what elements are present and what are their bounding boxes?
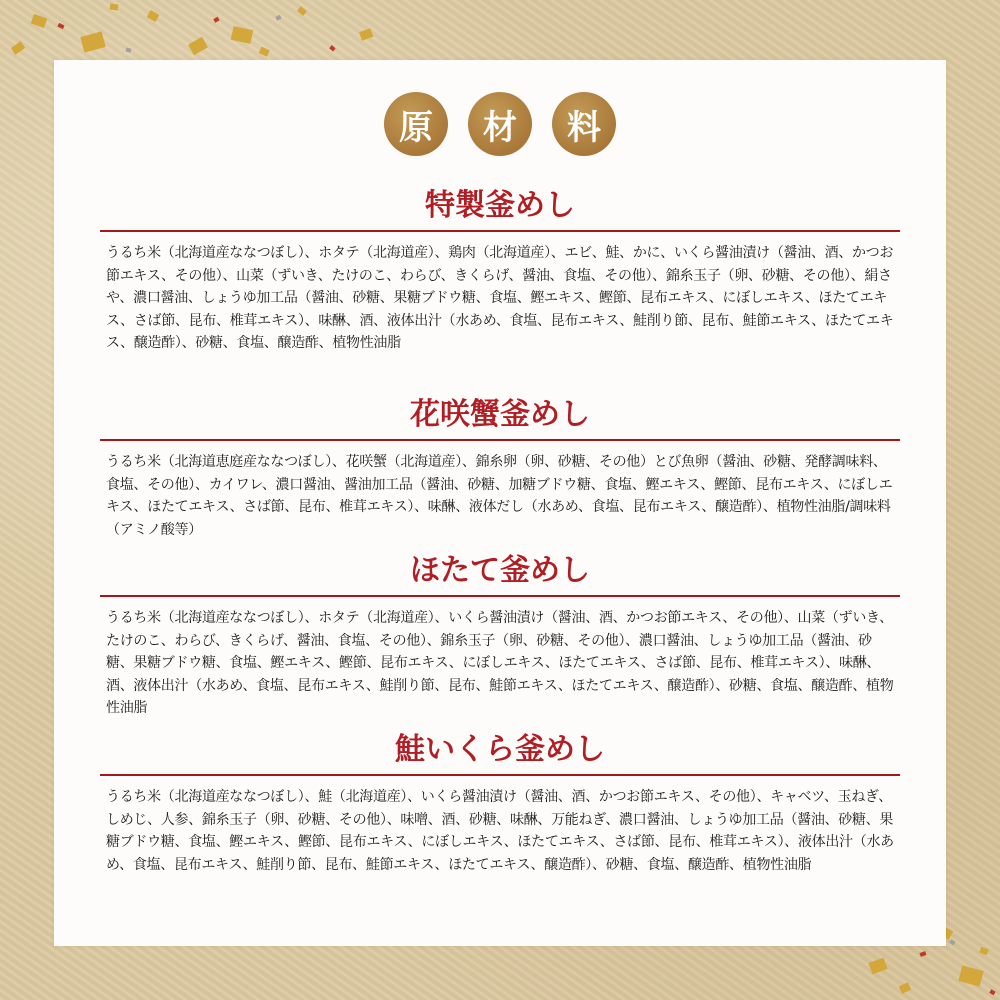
title-char-circle: 材	[468, 92, 532, 156]
section-title: 特製釜めし	[425, 188, 575, 223]
section-divider	[100, 439, 900, 441]
section-sake-ikura-kamameshi	[100, 732, 900, 876]
section-title: 鮭いくら釜めし	[395, 732, 605, 767]
title-char-circle: 原	[384, 92, 448, 156]
section-hanasakigani-kamameshi	[100, 397, 900, 541]
section-divider	[100, 230, 900, 232]
section-tokusei-kamameshi	[100, 188, 900, 355]
section-divider	[100, 774, 900, 776]
section-hotate-kamameshi	[100, 553, 900, 720]
section-title: ほたて釜めし	[410, 553, 590, 588]
title-char-circle: 料	[552, 92, 616, 156]
section-divider	[100, 595, 900, 597]
ingredients-text: うるち米（北海道産ななつぼし）、鮭（北海道産）、いくら醤油漬け（醤油、酒、かつお節エキス、その他）、キャベツ、玉ねぎ、しめじ、人参、錦糸玉子（卵、砂糖、その他）、味噌、酒、砂糖、味醂、万能ねぎ、濃口醤油、しょうゆ加工品（醤油、砂糖、果糖ブドウ糖、食塩、鰹エキス、鰹節、昆布エキス、にぼしエキス、ほたてエキス、さば節、昆布、椎茸エキス）、液体出汁（水あめ、食塩、昆布エキス、鮭削り節、昆布、鮭節エキス、ほたてエキス、醸造酢）、砂糖、食塩、醸造酢、植物性油脂	[106, 789, 894, 873]
page-title	[0, 92, 1000, 156]
ingredients-text: うるち米（北海道恵庭産ななつぼし）、花咲蟹（北海道産）、錦糸卵（卵、砂糖、その他）とび魚卵（醤油、砂糖、発酵調味料、食塩、その他）、カイワレ、濃口醤油、醤油加工品（醤油、砂糖、加糖ブドウ糖、食塩、鰹エキス、鰹節、昆布エキス、にぼしエキス、ほたてエキス、さば節、昆布、椎茸エキス）、味醂、液体だし（水あめ、食塩、昆布エキス、醸造酢）、植物性油脂/調味料（アミノ酸等）	[106, 454, 893, 538]
section-title: 花咲蟹釜めし	[410, 397, 590, 432]
ingredients-text: うるち米（北海道産ななつぼし）、ホタテ（北海道産）、鶏肉（北海道産）、エビ、鮭、かに、いくら醤油漬け（醤油、酒、かつお節エキス、その他）、山菜（ずいき、たけのこ、わらび、きくらげ、醤油、食塩、その他）、錦糸玉子（卵、砂糖、その他）、絹さや、濃口醤油、しょうゆ加工品（醤油、砂糖、果糖ブドウ糖、食塩、鰹エキス、鰹節、昆布エキス、にぼしエキス、ほたてエキス、さば節、昆布、椎茸エキス）、味醂、酒、液体出汁（水あめ、食塩、昆布エキス、鮭削り節、昆布、鮭節エキス、ほたてエキス、醸造酢）、砂糖、食塩、醸造酢、植物性油脂	[106, 245, 894, 351]
ingredients-text: うるち米（北海道産ななつぼし）、ホタテ（北海道産）、いくら醤油漬け（醤油、酒、かつお節エキス、その他）、山菜（ずいき、たけのこ、わらび、きくらげ、醤油、食塩、その他）、錦糸玉子（卵、砂糖、その他）、濃口醤油、しょうゆ加工品（醤油、砂糖、果糖ブドウ糖、食塩、鰹エキス、鰹節、昆布エキス、にぼしエキス、ほたてエキス、さば節、昆布、椎茸エキス）、味醂、酒、液体出汁（水あめ、食塩、昆布エキス、鮭削り節、昆布、鮭節エキス、ほたてエキス、醸造酢）、砂糖、食塩、醸造酢、植物性油脂	[106, 610, 894, 716]
